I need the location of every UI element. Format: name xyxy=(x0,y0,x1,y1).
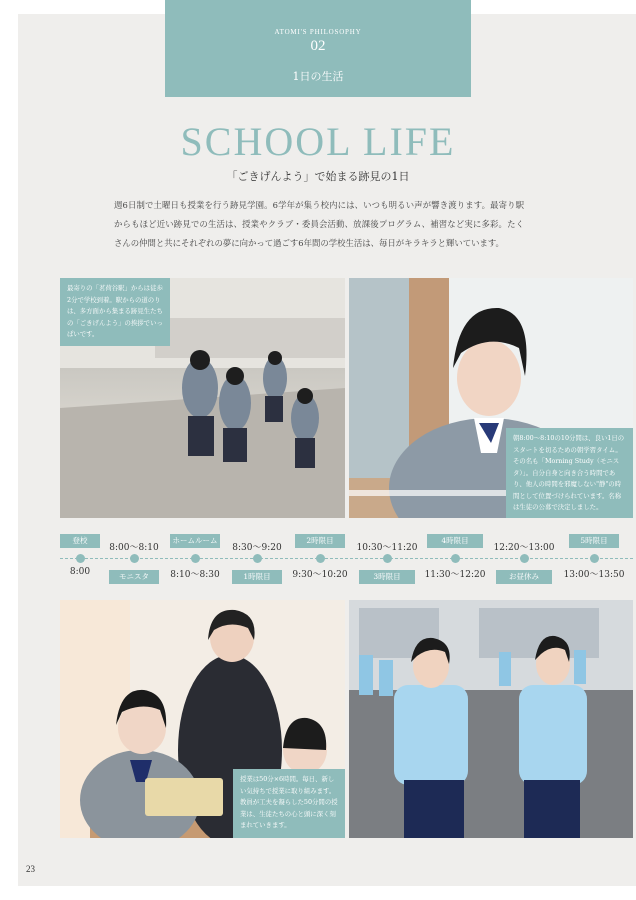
page-title: SCHOOL LIFE xyxy=(180,119,456,164)
timeline-dot xyxy=(316,554,325,563)
timeline-dot xyxy=(520,554,529,563)
timeline-label: お昼休み xyxy=(496,570,552,584)
timeline-dot xyxy=(253,554,262,563)
photo-pe-class xyxy=(349,600,633,838)
timeline-dot xyxy=(383,554,392,563)
timeline-time: 8:30〜9:20 xyxy=(232,543,282,553)
timeline-time: 8:00〜8:10 xyxy=(109,543,159,553)
timeline-time: 8:00 xyxy=(69,567,91,577)
timeline-dot xyxy=(590,554,599,563)
timeline-label: モニスタ xyxy=(109,570,159,584)
timeline-time: 13:00〜13:50 xyxy=(563,570,625,580)
section-header xyxy=(165,0,471,97)
section-number: 02 xyxy=(310,38,326,54)
timeline-label: 1時限目 xyxy=(232,570,282,584)
caption-classroom: 授業は50分×6時間。毎日、新しい気持ちで授業に取り組みます。教員が工夫を凝らした50分間の授業は、生徒たちの心と頭に深く刻まれていきます。 xyxy=(233,769,345,838)
page-number: 23 xyxy=(26,864,35,874)
timeline-label: 3時限目 xyxy=(359,570,415,584)
timeline-dot xyxy=(191,554,200,563)
timeline-label: 5時限目 xyxy=(569,534,619,548)
timeline-time: 9:30〜10:20 xyxy=(292,570,348,580)
caption-morning-study: 朝8:00〜8:10の10分間は、良い1日のスタートを切るための朝学習タイム。その名も「Morning Study（モニスタ）」。自分自身と向き合う時間であり、他人の時間を邪魔しない"静"の時間として位置づけられています。名称は生徒の公募で決定しました。 xyxy=(506,428,633,518)
intro-paragraph: 週6日制で土曜日も授業を行う跡見学園。6学年が集う校内には、いつも明るい声が響き渡ります。最寄り駅からもほど近い跡見での生活は、授業やクラブ・委員会活動、放課後プログラム、補習など実に多彩。たくさんの仲間と共にそれぞれの夢に向かって過ごす6年間の学校生活は、毎日がキラキラと輝いています。 xyxy=(114,200,524,248)
caption-commute: 最寄りの「茗荷谷駅」からは徒歩2分で学校到着。駅からの道のりは、多方面から集まる跡見生たちの「ごきげんよう」の挨拶でいっぱいです。 xyxy=(60,278,170,346)
timeline-line xyxy=(60,558,633,559)
timeline-dot xyxy=(76,554,85,563)
timeline-time: 11:30〜12:20 xyxy=(424,570,486,580)
timeline-dot xyxy=(130,554,139,563)
timeline-time: 12:20〜13:00 xyxy=(493,543,555,553)
section-subtitle: 1日の生活 xyxy=(292,70,344,83)
timeline-time: 8:10〜8:30 xyxy=(170,570,220,580)
timeline-time: 10:30〜11:20 xyxy=(356,543,418,553)
timeline-label: 4時限目 xyxy=(427,534,483,548)
timeline-label: 2時限目 xyxy=(295,534,345,548)
catch-copy: 「ごきげんよう」で始まる跡見の1日 xyxy=(226,170,410,183)
timeline-label: ホームルーム xyxy=(170,534,220,548)
timeline-label: 登校 xyxy=(60,534,100,548)
timeline-dot xyxy=(451,554,460,563)
section-kicker: ATOMI'S PHILOSOPHY xyxy=(274,28,362,36)
